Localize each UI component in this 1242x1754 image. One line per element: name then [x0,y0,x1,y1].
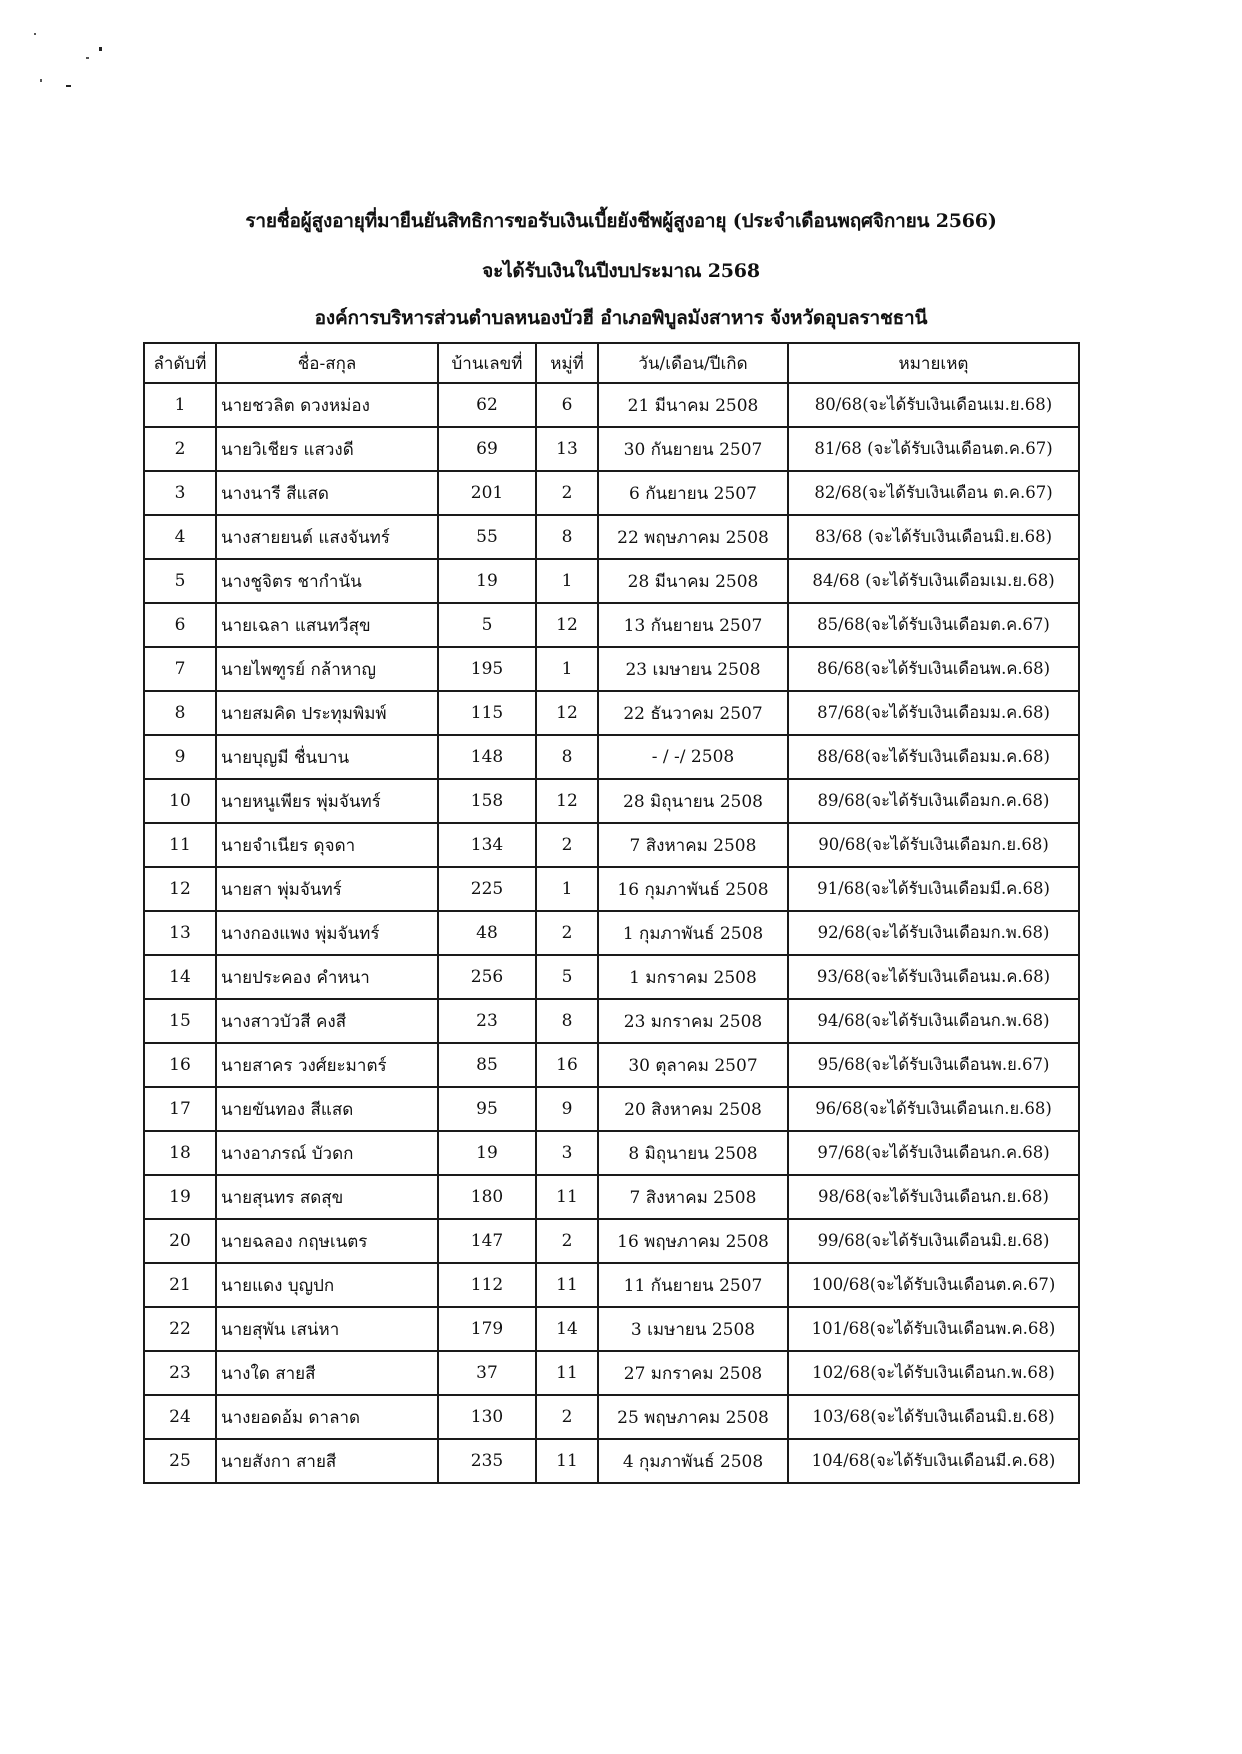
table-row [144,955,1079,999]
village-number-cell: 8 [536,515,598,559]
remark-cell: 96/68(จะได้รับเงินเดือนเก.ย.68) [788,1087,1079,1131]
remark-cell: 94/68(จะได้รับเงินเดือนก.พ.68) [788,999,1079,1043]
remark-cell: 83/68 (จะได้รับเงินเดือนมิ.ย.68) [788,515,1079,559]
village-number-cell: 2 [536,471,598,515]
remark-cell: 99/68(จะได้รับเงินเดือนมิ.ย.68) [788,1219,1079,1263]
header-moo: หมู่ที่ [536,343,598,383]
table-row [144,1395,1079,1439]
remark-cell: 93/68(จะได้รับเงินเดือนม.ค.68) [788,955,1079,999]
document-title: รายชื่อผู้สูงอายุที่มายืนยันสิทธิการขอรับเงินเบี้ยยังชีพผู้สูงอายุ (ประจำเดือนพฤศจิกายน 2566) [245,210,997,232]
date-of-birth-cell: 6 กันยายน 2507 [598,471,788,515]
date-of-birth-cell: 7 สิงหาคม 2508 [598,1175,788,1219]
table-row [144,383,1079,427]
house-number-cell: 112 [438,1263,536,1307]
date-of-birth-cell: 16 กุมภาพันธ์ 2508 [598,867,788,911]
header-no: ลำดับที่ [144,343,216,383]
row-number-cell: 19 [144,1175,216,1219]
village-number-cell: 14 [536,1307,598,1351]
remark-cell: 104/68(จะได้รับเงินเดือนมี.ค.68) [788,1439,1079,1483]
remark-cell: 85/68(จะได้รับเงินเดือมต.ค.67) [788,603,1079,647]
table-body [144,383,1079,1483]
table-row [144,1219,1079,1263]
row-number-cell: 9 [144,735,216,779]
full-name-cell: นายชวลิต ดวงหม่อง [216,383,438,427]
village-number-cell: 6 [536,383,598,427]
village-number-cell: 8 [536,999,598,1043]
village-number-cell: 8 [536,735,598,779]
remark-cell: 92/68(จะได้รับเงินเดือมก.พ.68) [788,911,1079,955]
remark-cell: 102/68(จะได้รับเงินเดือนก.พ.68) [788,1351,1079,1395]
full-name-cell: นายเฉลา แสนทวีสุข [216,603,438,647]
full-name-cell: นางใด สายสี [216,1351,438,1395]
house-number-cell: 195 [438,647,536,691]
full-name-cell: นางอาภรณ์ บัวดก [216,1131,438,1175]
row-number-cell: 12 [144,867,216,911]
table-row [144,691,1079,735]
full-name-cell: นายฉลอง กฤษเนตร [216,1219,438,1263]
village-number-cell: 2 [536,1395,598,1439]
full-name-cell: นายสา พุ่มจันทร์ [216,867,438,911]
full-name-cell: นายแดง บุญปก [216,1263,438,1307]
row-number-cell: 1 [144,383,216,427]
scan-speck [66,85,71,87]
date-of-birth-cell: 16 พฤษภาคม 2508 [598,1219,788,1263]
village-number-cell: 2 [536,911,598,955]
village-number-cell: 1 [536,647,598,691]
date-of-birth-cell: 28 มิถุนายน 2508 [598,779,788,823]
village-number-cell: 13 [536,427,598,471]
house-number-cell: 95 [438,1087,536,1131]
elderly-allowance-table [143,342,1080,1484]
remark-cell: 87/68(จะได้รับเงินเดือมม.ค.68) [788,691,1079,735]
date-of-birth-cell: 28 มีนาคม 2508 [598,559,788,603]
row-number-cell: 5 [144,559,216,603]
table-row [144,515,1079,559]
date-of-birth-cell: 21 มีนาคม 2508 [598,383,788,427]
date-of-birth-cell: 23 มกราคม 2508 [598,999,788,1043]
full-name-cell: นายสุนทร สดสุข [216,1175,438,1219]
remark-cell: 101/68(จะได้รับเงินเดือนพ.ค.68) [788,1307,1079,1351]
table-row [144,471,1079,515]
remark-cell: 91/68(จะได้รับเงินเดือมมี.ค.68) [788,867,1079,911]
date-of-birth-cell: 25 พฤษภาคม 2508 [598,1395,788,1439]
table-row [144,779,1079,823]
row-number-cell: 23 [144,1351,216,1395]
table-row [144,1439,1079,1483]
row-number-cell: 21 [144,1263,216,1307]
remark-cell: 100/68(จะได้รับเงินเดือนต.ค.67) [788,1263,1079,1307]
table-row [144,735,1079,779]
full-name-cell: นายประคอง คำหนา [216,955,438,999]
full-name-cell: นายบุญมี ชื่นบาน [216,735,438,779]
header-dob: วัน/เดือน/ปีเกิด [598,343,788,383]
full-name-cell: นางกองแพง พุ่มจันทร์ [216,911,438,955]
scan-speck [86,57,89,59]
row-number-cell: 20 [144,1219,216,1263]
full-name-cell: นายวิเชียร แสวงดี [216,427,438,471]
village-number-cell: 5 [536,955,598,999]
house-number-cell: 19 [438,1131,536,1175]
row-number-cell: 13 [144,911,216,955]
table-row [144,867,1079,911]
house-number-cell: 180 [438,1175,536,1219]
row-number-cell: 16 [144,1043,216,1087]
full-name-cell: นายสังกา สายสี [216,1439,438,1483]
village-number-cell: 16 [536,1043,598,1087]
scan-speck [99,47,102,51]
full-name-cell: นางนารี สีแสด [216,471,438,515]
house-number-cell: 69 [438,427,536,471]
house-number-cell: 235 [438,1439,536,1483]
date-of-birth-cell: 22 พฤษภาคม 2508 [598,515,788,559]
remark-cell: 90/68(จะได้รับเงินเดือมก.ย.68) [788,823,1079,867]
village-number-cell: 2 [536,823,598,867]
document-subtitle-organization: องค์การบริหารส่วนตำบลหนองบัวฮี อำเภอพิบูลมังสาหาร จังหวัดอุบลราชธานี [314,307,928,329]
remark-cell: 80/68(จะได้รับเงินเดือนเม.ย.68) [788,383,1079,427]
date-of-birth-cell: 23 เมษายน 2508 [598,647,788,691]
house-number-cell: 134 [438,823,536,867]
row-number-cell: 18 [144,1131,216,1175]
village-number-cell: 11 [536,1351,598,1395]
village-number-cell: 9 [536,1087,598,1131]
remark-cell: 82/68(จะได้รับเงินเดือน ต.ค.67) [788,471,1079,515]
house-number-cell: 19 [438,559,536,603]
date-of-birth-cell: 22 ธันวาคม 2507 [598,691,788,735]
scan-speck [40,79,42,82]
house-number-cell: 62 [438,383,536,427]
house-number-cell: 148 [438,735,536,779]
full-name-cell: นายสมคิด ประทุมพิมพ์ [216,691,438,735]
date-of-birth-cell: 27 มกราคม 2508 [598,1351,788,1395]
date-of-birth-cell: 7 สิงหาคม 2508 [598,823,788,867]
row-number-cell: 7 [144,647,216,691]
table-row [144,1175,1079,1219]
table-row [144,1307,1079,1351]
house-number-cell: 147 [438,1219,536,1263]
table-header-row [144,343,1079,383]
row-number-cell: 6 [144,603,216,647]
remark-cell: 84/68 (จะได้รับเงินเดือมเม.ย.68) [788,559,1079,603]
table-row [144,1043,1079,1087]
date-of-birth-cell: - / -/ 2508 [598,735,788,779]
date-of-birth-cell: 30 กันยายน 2507 [598,427,788,471]
row-number-cell: 8 [144,691,216,735]
full-name-cell: นางสาวบัวสี คงสี [216,999,438,1043]
remark-cell: 81/68 (จะได้รับเงินเดือนต.ค.67) [788,427,1079,471]
date-of-birth-cell: 11 กันยายน 2507 [598,1263,788,1307]
house-number-cell: 201 [438,471,536,515]
header-house-no: บ้านเลขที่ [438,343,536,383]
date-of-birth-cell: 4 กุมภาพันธ์ 2508 [598,1439,788,1483]
full-name-cell: นายไพฑูรย์ กล้าหาญ [216,647,438,691]
remark-cell: 98/68(จะได้รับเงินเดือนก.ย.68) [788,1175,1079,1219]
table-row [144,1131,1079,1175]
table-row [144,999,1079,1043]
date-of-birth-cell: 20 สิงหาคม 2508 [598,1087,788,1131]
remark-cell: 95/68(จะได้รับเงินเดือนพ.ย.67) [788,1043,1079,1087]
row-number-cell: 4 [144,515,216,559]
full-name-cell: นายขันทอง สีแสด [216,1087,438,1131]
house-number-cell: 256 [438,955,536,999]
row-number-cell: 25 [144,1439,216,1483]
village-number-cell: 12 [536,603,598,647]
house-number-cell: 85 [438,1043,536,1087]
remark-cell: 89/68(จะได้รับเงินเดือมก.ค.68) [788,779,1079,823]
village-number-cell: 1 [536,559,598,603]
row-number-cell: 15 [144,999,216,1043]
row-number-cell: 24 [144,1395,216,1439]
date-of-birth-cell: 3 เมษายน 2508 [598,1307,788,1351]
house-number-cell: 115 [438,691,536,735]
full-name-cell: นางชูจิตร ชากำนัน [216,559,438,603]
house-number-cell: 130 [438,1395,536,1439]
table-row [144,1263,1079,1307]
full-name-cell: นายหนูเพียร พุ่มจันทร์ [216,779,438,823]
house-number-cell: 179 [438,1307,536,1351]
full-name-cell: นางยอดอ้ม ดาลาด [216,1395,438,1439]
row-number-cell: 3 [144,471,216,515]
village-number-cell: 12 [536,691,598,735]
table-row [144,427,1079,471]
row-number-cell: 10 [144,779,216,823]
village-number-cell: 12 [536,779,598,823]
date-of-birth-cell: 8 มิถุนายน 2508 [598,1131,788,1175]
village-number-cell: 2 [536,1219,598,1263]
row-number-cell: 14 [144,955,216,999]
village-number-cell: 3 [536,1131,598,1175]
remark-cell: 97/68(จะได้รับเงินเดือนก.ค.68) [788,1131,1079,1175]
table-row [144,823,1079,867]
table-row [144,1087,1079,1131]
house-number-cell: 225 [438,867,536,911]
full-name-cell: นางสายยนต์ แสงจันทร์ [216,515,438,559]
table-row [144,603,1079,647]
remark-cell: 88/68(จะได้รับเงินเดือมม.ค.68) [788,735,1079,779]
table-row [144,559,1079,603]
village-number-cell: 1 [536,867,598,911]
house-number-cell: 23 [438,999,536,1043]
remark-cell: 103/68(จะได้รับเงินเดือนมิ.ย.68) [788,1395,1079,1439]
date-of-birth-cell: 30 ตุลาคม 2507 [598,1043,788,1087]
date-of-birth-cell: 13 กันยายน 2507 [598,603,788,647]
house-number-cell: 158 [438,779,536,823]
scan-speck [34,33,36,35]
table-row [144,647,1079,691]
table-row [144,1351,1079,1395]
village-number-cell: 11 [536,1263,598,1307]
full-name-cell: นายจำเนียร ดุจดา [216,823,438,867]
full-name-cell: นายสาคร วงศ์ยะมาตร์ [216,1043,438,1087]
remark-cell: 86/68(จะได้รับเงินเดือนพ.ค.68) [788,647,1079,691]
row-number-cell: 11 [144,823,216,867]
house-number-cell: 48 [438,911,536,955]
date-of-birth-cell: 1 กุมภาพันธ์ 2508 [598,911,788,955]
date-of-birth-cell: 1 มกราคม 2508 [598,955,788,999]
document-subtitle-budget-year: จะได้รับเงินในปีงบประมาณ 2568 [482,260,760,282]
header-name: ชื่อ-สกุล [216,343,438,383]
house-number-cell: 5 [438,603,536,647]
row-number-cell: 22 [144,1307,216,1351]
table-row [144,911,1079,955]
village-number-cell: 11 [536,1175,598,1219]
header-remark: หมายเหตุ [788,343,1079,383]
row-number-cell: 2 [144,427,216,471]
village-number-cell: 11 [536,1439,598,1483]
house-number-cell: 55 [438,515,536,559]
house-number-cell: 37 [438,1351,536,1395]
row-number-cell: 17 [144,1087,216,1131]
full-name-cell: นายสุพัน เสน่หา [216,1307,438,1351]
